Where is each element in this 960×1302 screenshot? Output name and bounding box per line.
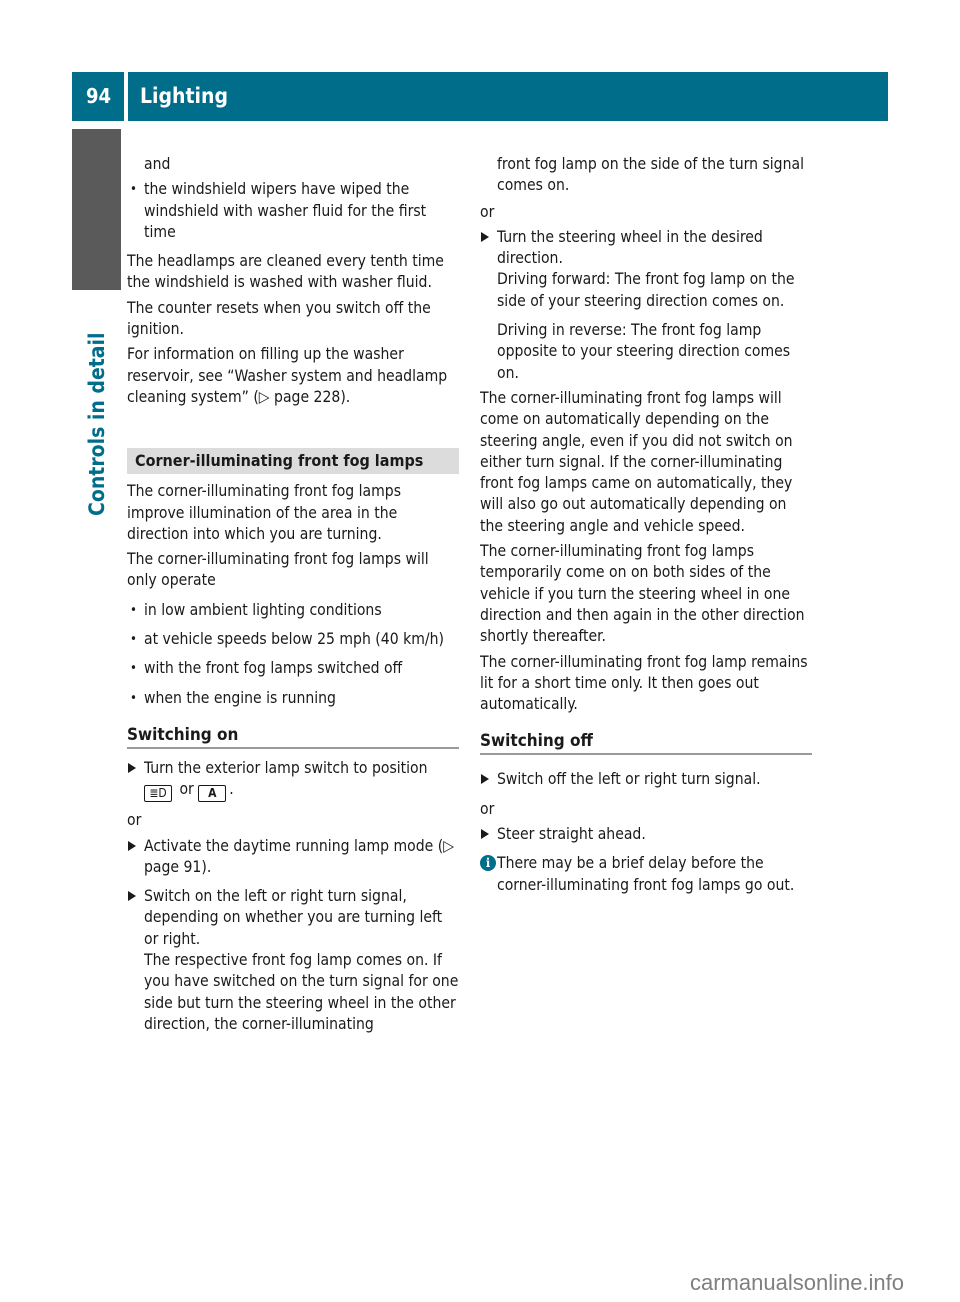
step-arrow-icon xyxy=(481,829,489,839)
step-arrow-icon xyxy=(481,232,489,242)
or-separator: or xyxy=(480,202,495,221)
bullet-fog-off: • with the front fog lamps switched off xyxy=(127,658,459,679)
subheading-switching-off: Switching off xyxy=(480,729,812,755)
step-arrow-icon xyxy=(128,841,136,851)
paragraph-only-operate: The corner-illuminating front fog lamps will only operate xyxy=(127,550,429,590)
bullet-engine: • when the engine is running xyxy=(127,688,459,709)
side-tab-label: Controls in detail xyxy=(85,332,109,516)
continuation-and: and xyxy=(144,155,171,173)
paragraph-remains-lit: The corner-illuminating front fog lamp remains lit for a short time only. It then goes out automatically. xyxy=(480,652,808,714)
paragraph-automatic: The corner-illuminating front fog lamps will come on automatically depending on the steering angle, even if you did not switch on either turn signal. If the corner-illuminating front fog lamps came on automatically, they will also go out automatically depending on the steering angle and vehicle speed. xyxy=(480,388,793,535)
bullet-ambient: • in low ambient lighting conditions xyxy=(127,600,459,621)
step-text: Turn the steering wheel in the desired direction. xyxy=(497,227,763,268)
step-steer-straight xyxy=(480,824,812,845)
auto-headlamp-icon: A xyxy=(198,785,226,802)
step-reverse: Driving in reverse: The front fog lamp opposite to your steering direction comes on. xyxy=(497,321,791,382)
step-switch-off-signal xyxy=(480,769,812,790)
paragraph-washer-info: For information on filling up the washer reservoir, see “Washer system and headlamp cleaning system” (▷ page 228). xyxy=(127,345,448,406)
or-separator: or xyxy=(127,811,142,830)
step-text: Steer straight ahead. xyxy=(497,825,646,844)
step-exterior-switch: Turn the exterior lamp switch to position ≣D or A . xyxy=(127,758,459,802)
left-column xyxy=(127,154,459,1035)
bullet-speed: • at vehicle speeds below 25 mph (40 km/h) xyxy=(127,629,459,650)
paragraph-counter: The counter resets when you switch off the ignition. xyxy=(127,298,431,339)
side-tab-block xyxy=(72,129,121,290)
page-number: 94 xyxy=(86,84,112,108)
header-separator xyxy=(124,72,128,121)
step-arrow-icon xyxy=(128,891,136,901)
info-icon: i xyxy=(480,855,496,871)
step-text: Switch off the left or right turn signal. xyxy=(497,770,761,789)
step-or: or xyxy=(179,780,194,799)
step-text: Switch on the left or right turn signal, depending on whether you are turning left or right. xyxy=(144,887,443,948)
step-text: Turn the exterior lamp switch to position xyxy=(144,758,428,777)
watermark: carmanualsonline.info xyxy=(690,1270,905,1295)
or-separator: or xyxy=(480,799,495,818)
continuation-text: front fog lamp on the side of the turn signal comes on. xyxy=(497,155,804,195)
info-text: There may be a brief delay before the corner-illuminating front fog lamps go out. xyxy=(497,854,795,894)
step-daytime xyxy=(127,836,459,879)
paragraph-cleaned: The headlamps are cleaned every tenth time the windshield is washed with washer fluid. xyxy=(127,252,444,292)
step-arrow-icon xyxy=(128,763,136,773)
chapter-title: Lighting xyxy=(140,84,228,108)
step-text: Activate the daytime running lamp mode (▷ page 91). xyxy=(144,836,454,876)
low-beam-icon: ≣D xyxy=(144,785,172,802)
step-turn-signal xyxy=(127,886,459,1035)
paragraph-improve: The corner-illuminating front fog lamps improve illumination of the area in the direction into which you are turning. xyxy=(127,482,402,543)
section-heading: Corner-illuminating front fog lamps xyxy=(127,448,459,474)
info-note xyxy=(480,853,812,896)
step-forward: Driving forward: The front fog lamp on the side of your steering direction comes on. xyxy=(497,270,795,310)
step-arrow-icon xyxy=(481,774,489,784)
subheading-switching-on: Switching on xyxy=(127,723,459,749)
paragraph-temporarily: The corner-illuminating front fog lamps temporarily come on on both sides of the vehicle if you turn the steering wheel in one direction and then again in the other direction shortly thereafter. xyxy=(480,542,805,646)
right-column xyxy=(480,154,812,896)
step-result: The respective front fog lamp comes on. If you have switched on the turn signal for one side but turn the steering wheel in the other direction, the corner-illuminating xyxy=(144,951,459,1033)
step-turn-wheel xyxy=(480,227,812,312)
bullet-wipers: • the windshield wipers have wiped the windshield with washer fluid for the first time xyxy=(127,179,459,243)
